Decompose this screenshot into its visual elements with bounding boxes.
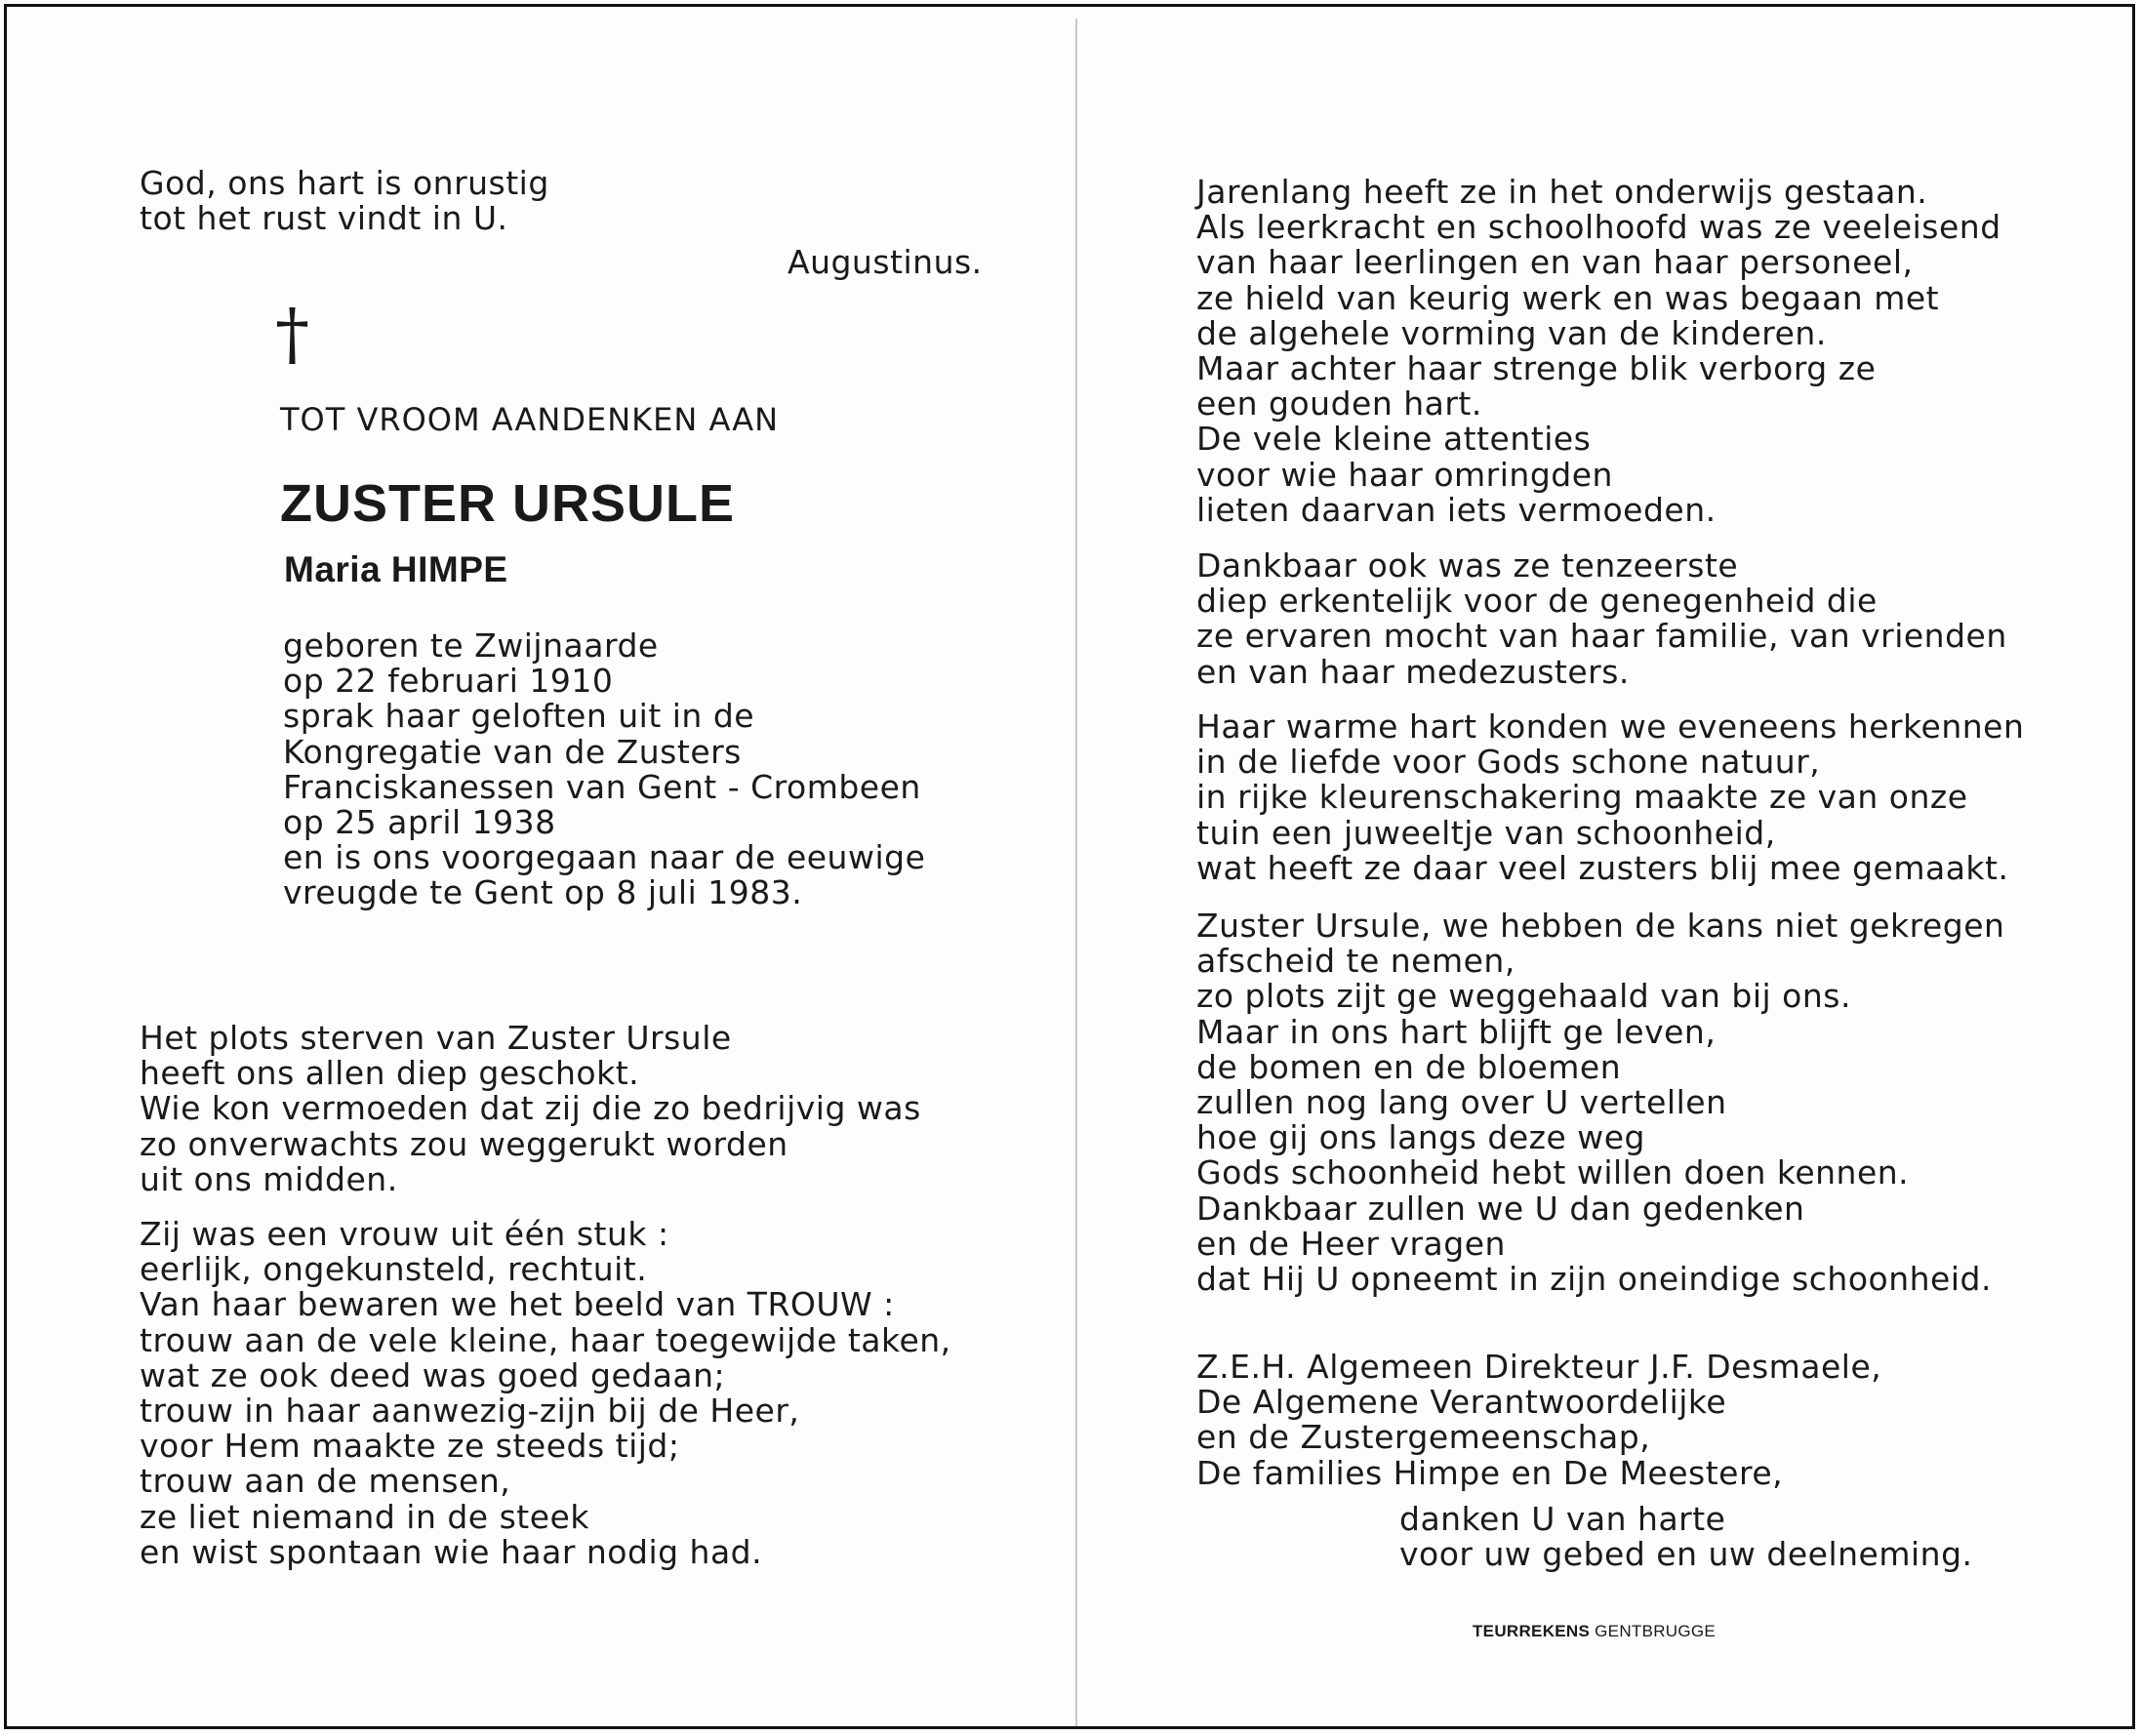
text-line: op 22 februari 1910 (283, 662, 614, 701)
text-line: De vele kleine attenties (1196, 420, 1592, 459)
text-line: lieten daarvan iets vermoeden. (1196, 490, 1717, 529)
text-line: De Algemene Verantwoordelijke (1196, 1383, 1727, 1422)
memorial-card (4, 4, 2135, 1729)
text-line: voor uw gebed en uw deelneming. (1399, 1535, 1973, 1574)
printer-name: TEURREKENS (1473, 1622, 1591, 1640)
text-line: Het plots sterven van Zuster Ursule (140, 1019, 732, 1057)
text-line: Zij was een vrouw uit één stuk : (140, 1215, 669, 1253)
text-line: geboren te Zwijnaarde (283, 626, 659, 665)
text-line: afscheid te nemen, (1196, 942, 1515, 981)
quote-author: Augustinus. (788, 243, 983, 281)
text-line: ze ervaren mocht van haar familie, van vrienden (1196, 617, 2007, 656)
text-line: Zuster Ursule, we hebben de kans niet gekregen (1196, 907, 2005, 945)
text-line: van haar leerlingen en van haar personeel, (1196, 243, 1914, 282)
text-line: Van haar bewaren we het beeld van TROUW : (140, 1285, 895, 1324)
cross-icon: † (275, 294, 309, 374)
text-line: voor Hem maakte ze steeds tijd; (140, 1427, 680, 1466)
signatories (1196, 1350, 1881, 1491)
text-line: zo plots zijt ge weggehaald van bij ons. (1196, 977, 1851, 1016)
deceased-civil-name: Maria HIMPE (284, 549, 508, 589)
text-line: de algehele vorming van de kinderen. (1196, 313, 1827, 352)
opening-quote (140, 166, 549, 236)
text-line: tot het rust vindt in U. (140, 199, 508, 237)
text-line: vreugde te Gent op 8 juli 1983. (283, 873, 803, 912)
nature-paragraph (1196, 709, 2024, 886)
text-line: de bomen en de bloemen (1196, 1047, 1622, 1086)
text-line: Maar achter haar strenge blik verborg ze (1196, 349, 1877, 388)
career-paragraph (1196, 175, 2001, 528)
text-line: heeft ons allen diep geschokt. (140, 1054, 640, 1093)
text-line: Als leerkracht en schoolhoofd was ze veeleisend (1196, 208, 2001, 247)
text-line: ze liet niemand in de steek (140, 1497, 589, 1536)
text-line: diep erkentelijk voor de genegenheid die (1196, 582, 1878, 621)
thanks-note (1399, 1502, 1973, 1572)
gratitude-paragraph (1196, 548, 2007, 690)
right-page (1077, 7, 2138, 1726)
text-line: tuin een juweeltje van schoonheid, (1196, 813, 1776, 852)
text-line: op 25 april 1938 (283, 803, 556, 842)
text-line: Z.E.H. Algemeen Direkteur J.F. Desmaele, (1196, 1348, 1882, 1386)
text-line: in de liefde voor Gods schone natuur, (1196, 743, 1821, 782)
text-line: trouw in haar aanwezig-zijn bij de Heer, (140, 1392, 800, 1431)
text-line: God, ons hart is onrustig (140, 164, 549, 202)
text-line: voor wie haar omringden (1196, 455, 1613, 494)
text-line: Kongregatie van de Zusters (283, 732, 742, 771)
text-line: danken U van harte (1399, 1500, 1726, 1538)
text-line: en wist spontaan wie haar nodig had. (140, 1532, 763, 1571)
text-line: Haar warme hart konden we eveneens herkennen (1196, 707, 2025, 746)
text-line: De families Himpe en De Meestere, (1196, 1453, 1784, 1492)
biography (283, 628, 925, 911)
text-line: in rijke kleurenschakering maakte ze van onze (1196, 778, 1968, 817)
text-line: en de Zustergemeenschap, (1196, 1418, 1651, 1457)
text-line: zullen nog lang over U vertellen (1196, 1083, 1727, 1122)
text-line: Maar in ons hart blijft ge leven, (1196, 1012, 1717, 1051)
deceased-name-title: ZUSTER URSULE (280, 474, 736, 533)
virtues-paragraph (140, 1217, 951, 1570)
text-line: Gods schoonheid hebt willen doen kennen. (1196, 1153, 1910, 1192)
memory-heading: TOT VROOM AANDENKEN AAN (280, 401, 780, 438)
text-line: Dankbaar zullen we U dan gedenken (1196, 1189, 1805, 1228)
text-line: en de Heer vragen (1196, 1224, 1506, 1263)
text-line: zo onverwachts zou weggerukt worden (140, 1124, 788, 1163)
printer-imprint (1473, 1622, 1716, 1641)
text-line: eerlijk, ongekunsteld, rechtuit. (140, 1250, 648, 1289)
text-line: Dankbaar ook was ze tenzeerste (1196, 546, 1739, 585)
left-page (7, 7, 1075, 1726)
text-line: hoe gij ons langs deze weg (1196, 1118, 1645, 1157)
printer-place: GENTBRUGGE (1595, 1622, 1717, 1640)
text-line: wat ze ook deed was goed gedaan; (140, 1355, 726, 1394)
text-line: Franciskanessen van Gent - Crombeen (283, 767, 921, 806)
farewell-paragraph (1196, 908, 2004, 1297)
text-line: trouw aan de mensen, (140, 1462, 511, 1501)
text-line: een gouden hart. (1196, 384, 1482, 424)
text-line: ze hield van keurig werk en was begaan met (1196, 278, 1940, 317)
text-line: Jarenlang heeft ze in het onderwijs gestaan. (1196, 173, 1928, 211)
text-line: uit ons midden. (140, 1159, 398, 1198)
text-line: Wie kon vermoeden dat zij die zo bedrijvig was (140, 1089, 921, 1128)
text-line: trouw aan de vele kleine, haar toegewijde taken, (140, 1320, 951, 1359)
text-line: wat heeft ze daar veel zusters blij mee gemaakt. (1196, 848, 2009, 887)
text-line: en is ons voorgegaan naar de eeuwige (283, 838, 926, 877)
text-line: dat Hij U opneemt in zijn oneindige schoonheid. (1196, 1260, 1992, 1299)
text-line: sprak haar geloften uit in de (283, 697, 755, 736)
tribute-paragraph (140, 1021, 921, 1197)
text-line: en van haar medezusters. (1196, 652, 1630, 691)
